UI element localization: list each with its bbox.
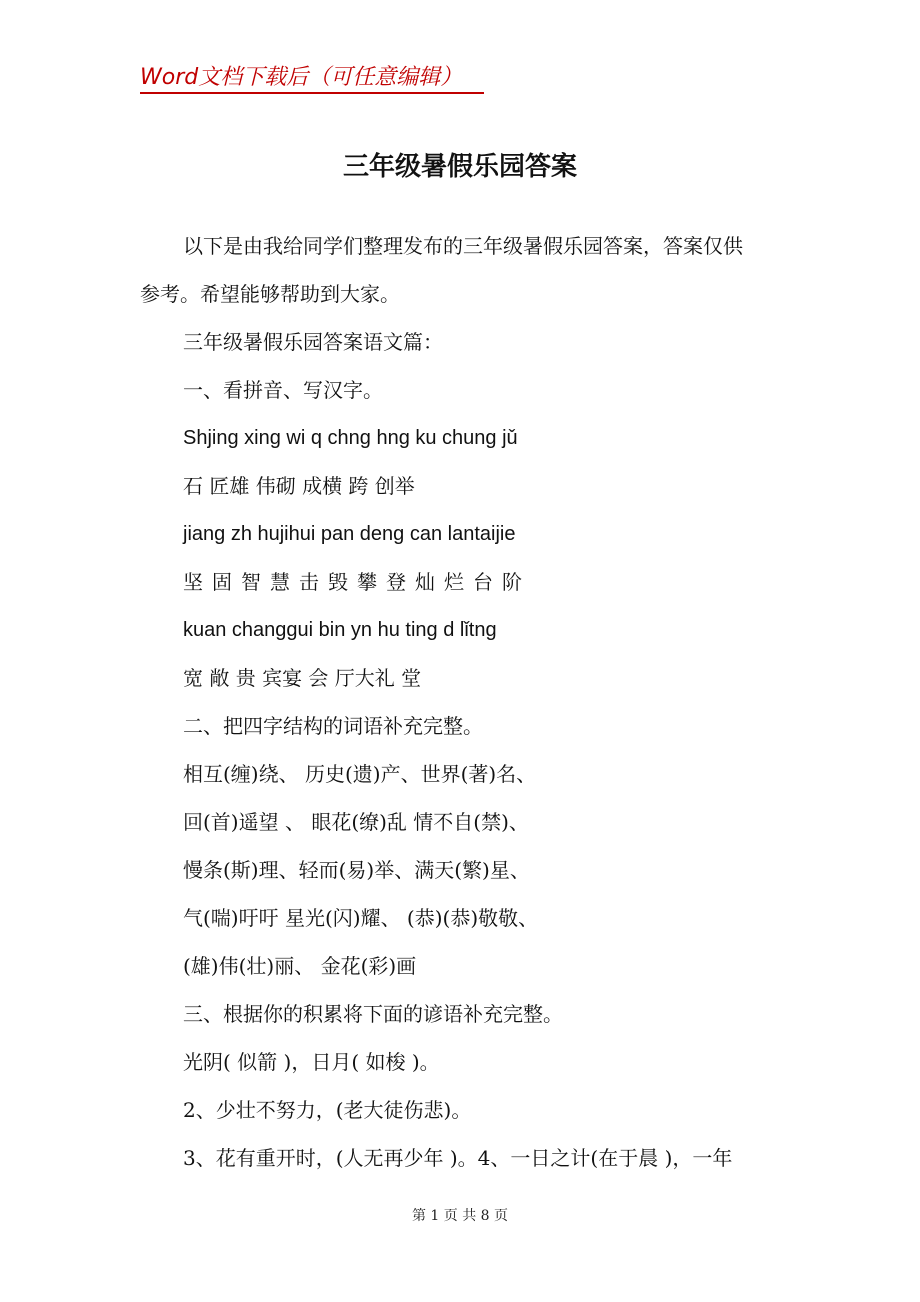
proverb-row-3: 3、花有重开时，(人无再少年 )。4、一日之计(在于晨 )，一年 xyxy=(183,1146,733,1170)
proverb-row-2: 2、少壮不努力，(老大徒伤悲)。 xyxy=(183,1098,472,1122)
proverb-row-1: 光阴( 似箭 )，日月( 如梭 )。 xyxy=(183,1050,440,1074)
hanzi-row-1: 石 匠雄 伟砌 成横 跨 创举 xyxy=(183,474,415,498)
idiom-row-4: 气(喘)吁吁 星光(闪)耀、 (恭)(恭)敬敬、 xyxy=(183,906,539,930)
hanzi-row-2: 坚固智慧击毁攀登灿烂台阶 xyxy=(183,570,531,594)
pinyin-row-3: kuan changgui bin yn hu ting d lǐtng xyxy=(183,619,497,641)
part3-heading: 三、根据你的积累将下面的谚语补充完整。 xyxy=(183,1002,563,1026)
page-title: 三年级暑假乐园答案 xyxy=(342,152,577,182)
section-heading: 三年级暑假乐园答案语文篇： xyxy=(183,330,443,354)
page-footer: 第 1 页 共 8 页 xyxy=(411,1208,509,1224)
idiom-row-1: 相互(缠)绕、 历史(遗)产、世界(著)名、 xyxy=(183,762,537,786)
hanzi-row-3: 宽 敞 贵 宾宴 会 厅大礼 堂 xyxy=(183,666,422,690)
part1-heading: 一、看拼音、写汉字。 xyxy=(183,378,383,402)
pinyin-row-2: jiang zh hujihui pan deng can lantaijie xyxy=(183,523,516,545)
intro-line-1: 以下是由我给同学们整理发布的三年级暑假乐园答案，答案仅供 xyxy=(183,234,743,258)
idiom-row-3: 慢条(斯)理、轻而(易)举、满天(繁)星、 xyxy=(183,858,530,882)
pinyin-row-1: Shjing xing wi q chng hng ku chung jǔ xyxy=(183,427,518,449)
idiom-row-5: (雄)伟(壮)丽、 金花(彩)画 xyxy=(183,954,417,978)
intro-line-2: 参考。希望能够帮助到大家。 xyxy=(140,282,400,306)
idiom-row-2: 回(首)遥望 、 眼花(缭)乱 情不自(禁)、 xyxy=(183,810,529,834)
download-header: Word文档下载后（可任意编辑） xyxy=(140,64,484,94)
part2-heading: 二、把四字结构的词语补充完整。 xyxy=(183,714,483,738)
